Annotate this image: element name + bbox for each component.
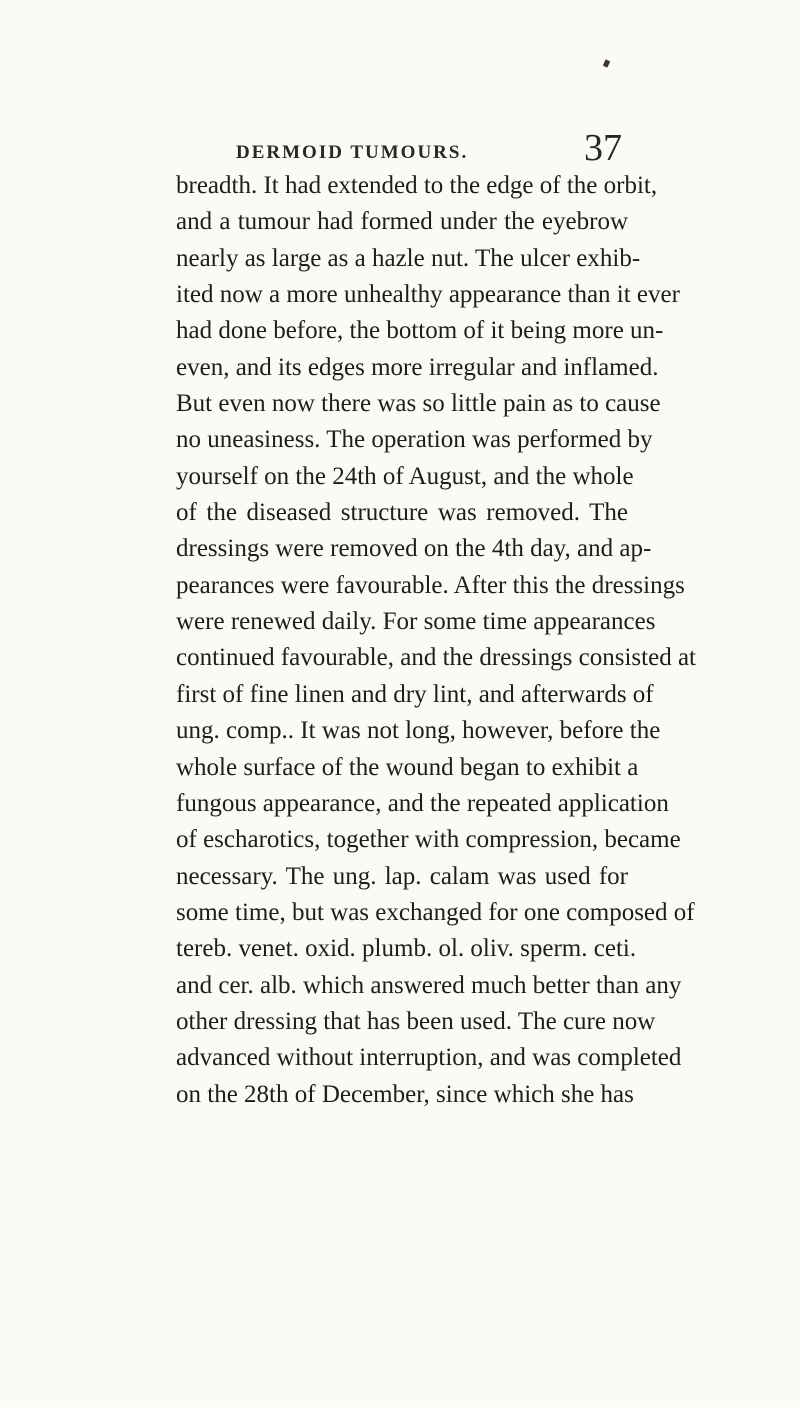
text-line: were renewed daily. For some time appearances <box>176 608 656 636</box>
text-line: even, and its edges more irregular and inflamed. <box>176 353 659 381</box>
text-line: yourself on the 24th of August, and the whole <box>176 462 634 490</box>
text-line: and cer. alb. which answered much better than any <box>176 971 682 999</box>
text-line: of escharotics, together with compression, became <box>176 826 681 854</box>
body-paragraph <box>176 168 696 1113</box>
text-line: continued favourable, and the dressings consisted at <box>176 644 696 672</box>
text-line: breadth. It had extended to the edge of the orbit, <box>176 172 658 199</box>
text-line: ited now a more unhealthy appearance than it ever <box>176 281 680 309</box>
text-line: some time, but was exchanged for one composed of <box>176 898 695 926</box>
text-line: and a tumour had formed under the eyebrow <box>176 208 628 236</box>
text-line: of the diseased structure was removed. The <box>176 499 628 527</box>
text-line: dressings were removed on the 4th day, and ap- <box>176 535 652 563</box>
text-line: whole surface of the wound began to exhibit a <box>176 753 639 781</box>
text-line: on the 28th of December, since which she has <box>176 1080 634 1108</box>
text-line: had done before, the bottom of it being more un- <box>176 317 664 345</box>
text-line: ung. comp.. It was not long, however, before the <box>176 717 661 745</box>
running-head <box>0 126 800 169</box>
text-line: no uneasiness. The operation was performed by <box>176 426 653 454</box>
text-line: advanced without interruption, and was completed <box>176 1044 682 1072</box>
text-line: pearances were favourable. After this the dressings <box>176 571 685 599</box>
text-line: necessary. The ung. lap. calam was used for <box>176 862 628 890</box>
text-line: fungous appearance, and the repeated application <box>176 789 669 817</box>
text-line: But even now there was so little pain as to cause <box>176 390 661 418</box>
text-line: tereb. venet. oxid. plumb. ol. oliv. sperm. ceti. <box>176 935 637 963</box>
running-head-title: DERMOID TUMOURS. <box>236 142 469 163</box>
ink-mark <box>603 59 610 67</box>
text-line: nearly as large as a hazle nut. The ulcer exhib- <box>176 244 641 272</box>
text-line: other dressing that has been used. The cure now <box>176 1007 656 1035</box>
page-number: 37 <box>584 127 622 169</box>
text-line: first of fine linen and dry lint, and afterwards of <box>176 680 654 708</box>
